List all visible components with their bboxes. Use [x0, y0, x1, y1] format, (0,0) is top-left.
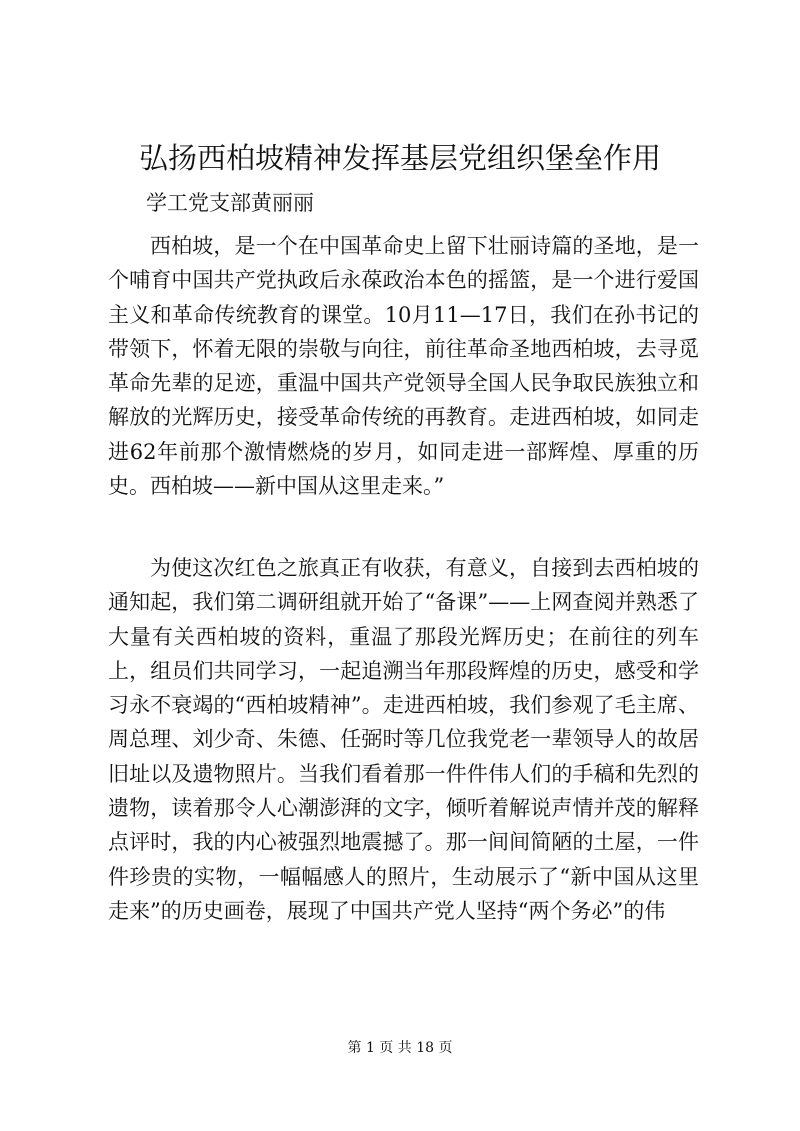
author-line: 学工党支部黄丽丽: [146, 191, 314, 215]
paragraph: 为使这次红色之旅真正有收获，有意义，自接到去西柏坡的通知起，我们第二调研组就开始了“备课”——上网查阅并熟悉了大量有关西柏坡的资料，重温了那段光辉历史；在前往的列车上，组员们共同学习，一起追溯当年那段辉煌的历史，感受和学习永不衰竭的“西柏坡精神”。走进西柏坡，我们参观了毛主席、周总理、刘少奇、朱德、任弼时等几位我党老一辈领导人的故居旧址以及遗物照片。当我们看着那一件件伟人们的手稿和先烈的遗物，读着那令人心潮澎湃的文字，倾听着解说声情并茂的解释点评时，我的内心被强烈地震撼了。那一间间简陋的土屋，一件件珍贵的实物，一幅幅感人的照片，生动展示了“新中国从这里走来”的历史画卷，展现了中国共产党人坚持“两个务必”的伟: [108, 556, 699, 923]
page-footer: 第 1 页 共 18 页: [347, 1040, 453, 1056]
document-title: 弘扬西柏坡精神发挥基层党组织堡垒作用: [138, 141, 661, 175]
paragraph: 西柏坡，是一个在中国革命史上留下壮丽诗篇的圣地，是一个哺育中国共产党执政后永葆政治本色的摇篮，是一个进行爱国主义和革命传统教育的课堂。10月11—17日，我们在孙书记的带领下，怀着无限的崇敬与向往，前往革命圣地西柏坡，去寻觅革命先辈的足迹，重温中国共产党领导全国人民争取民族独立和解放的光辉历史，接受革命传统的再教育。走进西柏坡，如同走进62年前那个激情燃烧的岁月，如同走进一部辉煌、厚重的历史。西柏坡——新中国从这里走来。”: [108, 234, 699, 499]
